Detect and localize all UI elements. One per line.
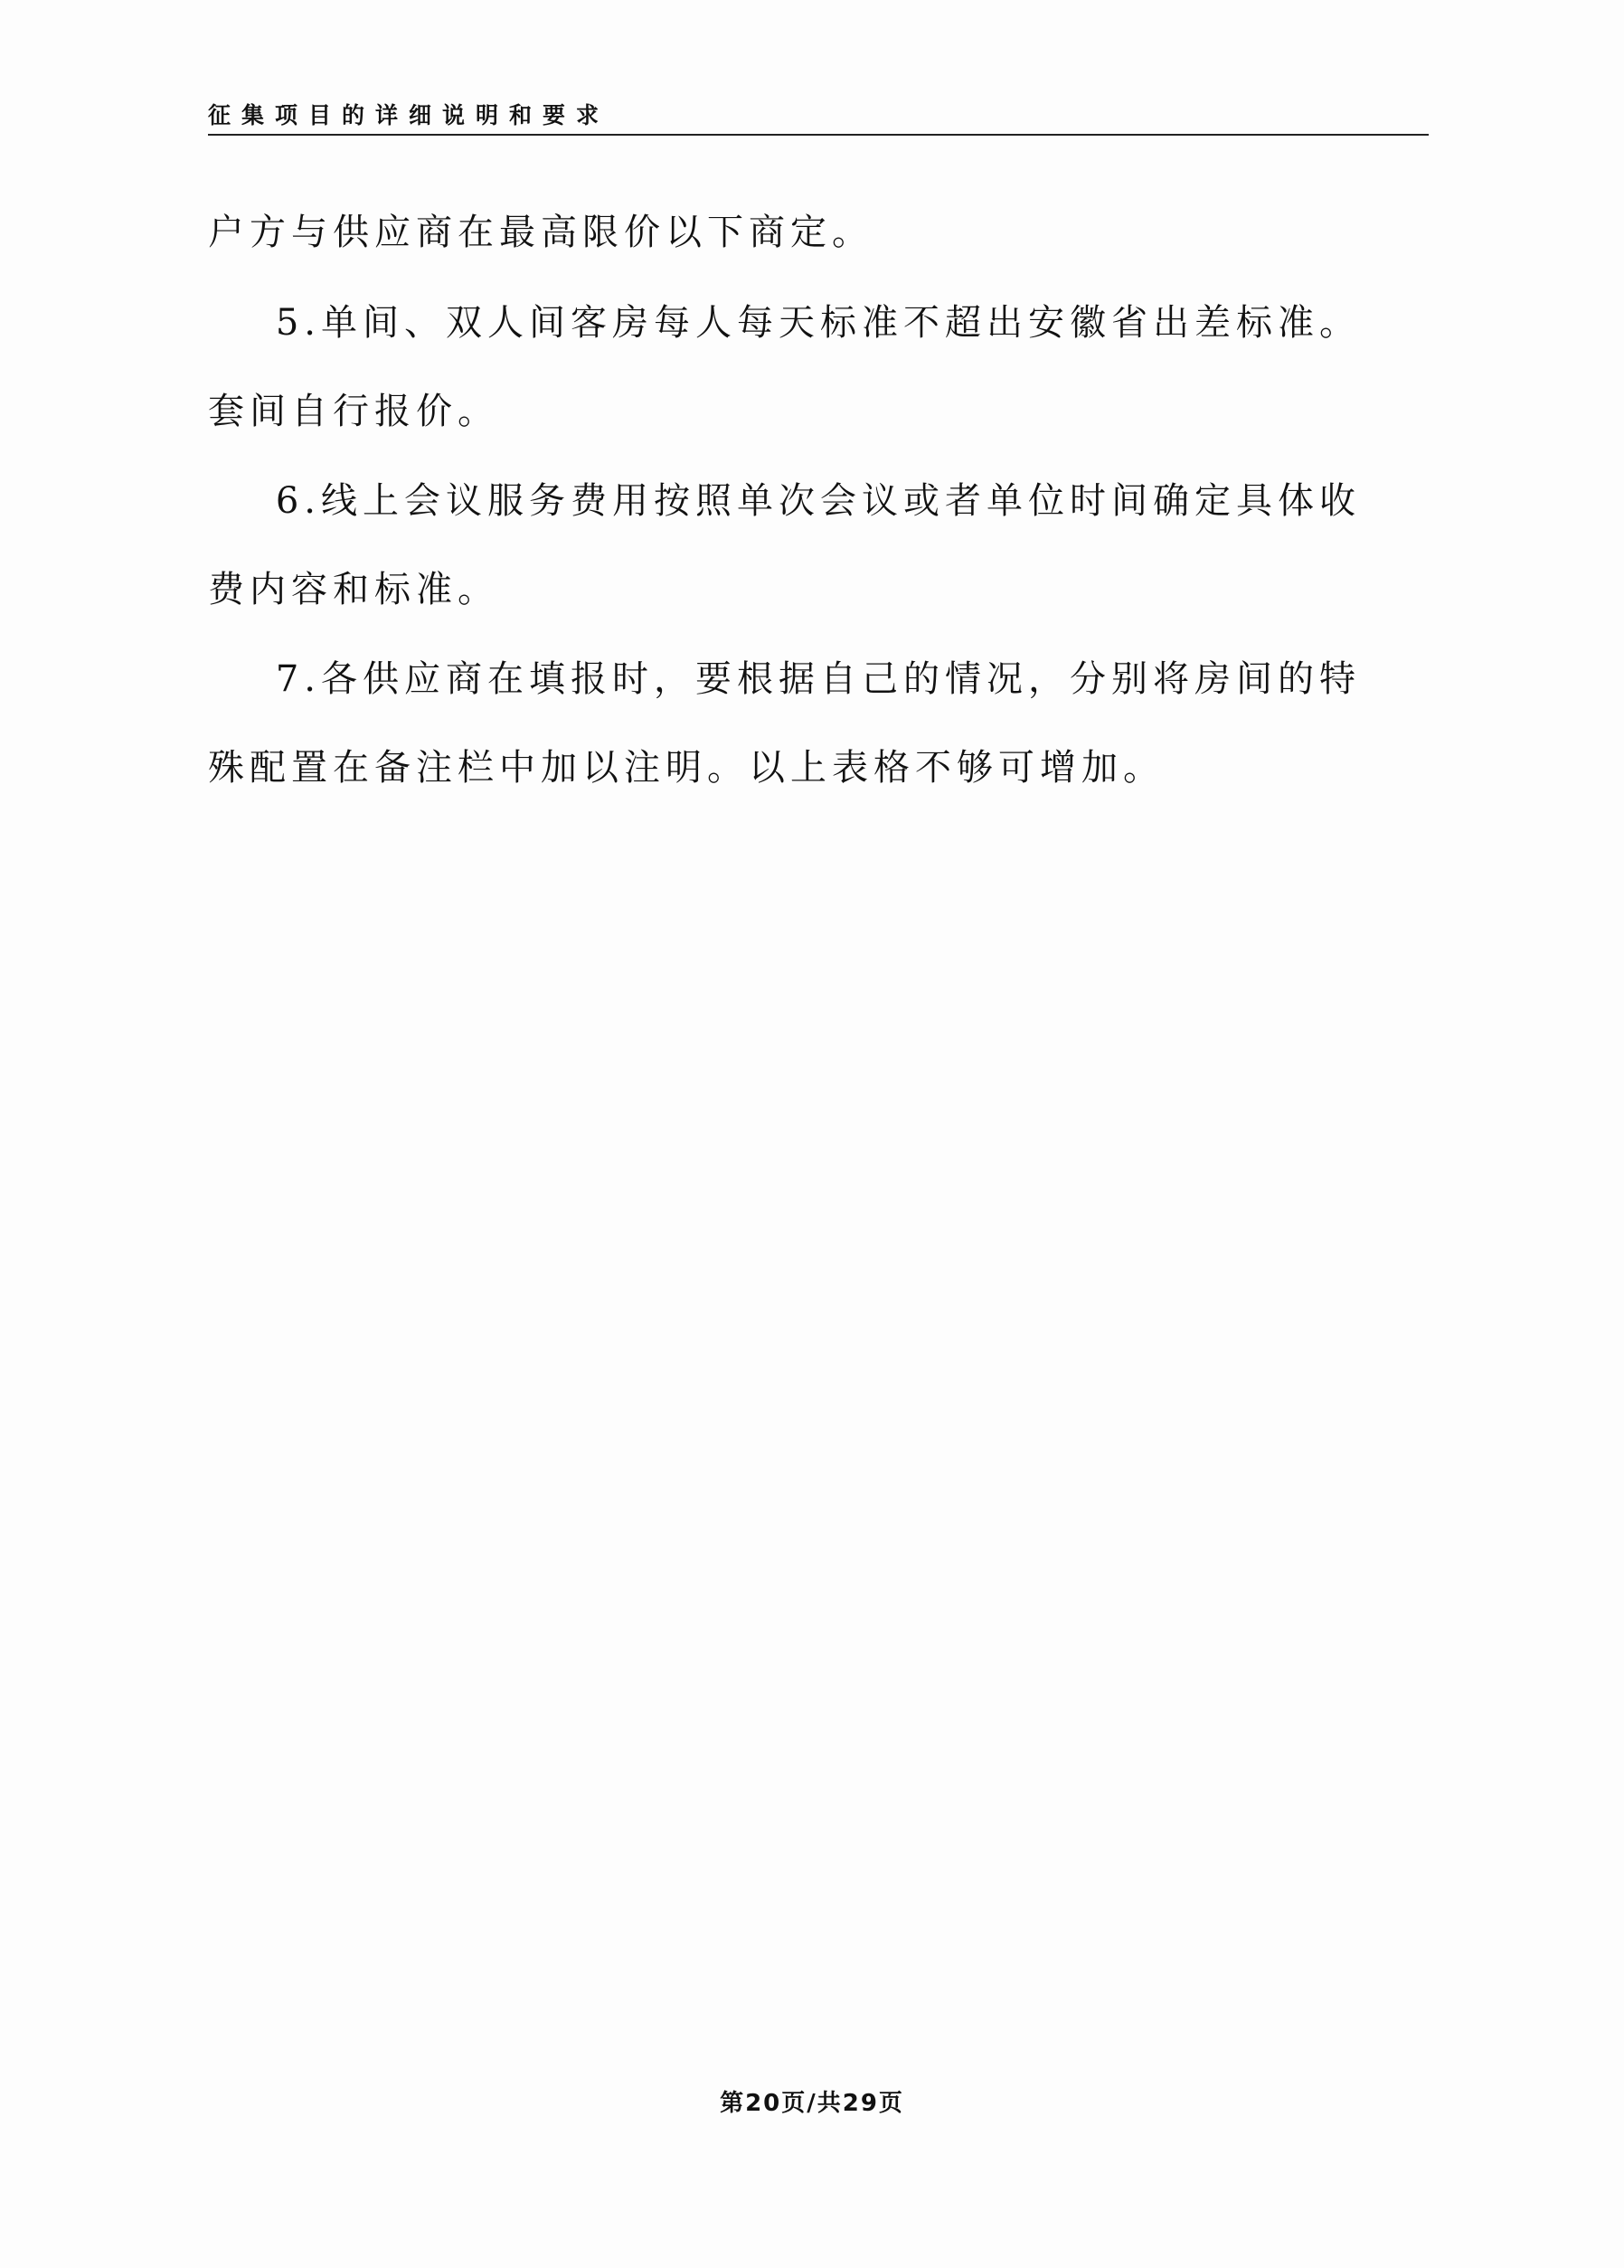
text-line: 5.单间、双人间客房每人每天标准不超出安徽省出差标准。 bbox=[208, 302, 1362, 344]
text-line: 套间自行报价。 bbox=[208, 391, 499, 432]
text-line: 费内容和标准。 bbox=[208, 569, 499, 610]
page-number: 第20页/共29页 bbox=[720, 2090, 904, 2117]
text-line: 户方与供应商在最高限价以下商定。 bbox=[208, 212, 873, 253]
text-line: 殊配置在备注栏中加以注明。以上表格不够可增加。 bbox=[208, 747, 1165, 789]
header-title: 征集项目的详细说明和要求 bbox=[208, 102, 610, 128]
paragraph-item-6 bbox=[208, 457, 1447, 634]
text-line: 6.线上会议服务费用按照单次会议或者单位时间确定具体收 bbox=[208, 480, 1362, 522]
text-line: 7.各供应商在填报时，要根据自己的情况，分别将房间的特 bbox=[208, 658, 1362, 700]
page-header bbox=[208, 101, 1429, 136]
paragraph-item-5 bbox=[208, 279, 1447, 456]
paragraph-item-7 bbox=[208, 635, 1447, 812]
paragraph-continuation bbox=[208, 188, 1447, 277]
